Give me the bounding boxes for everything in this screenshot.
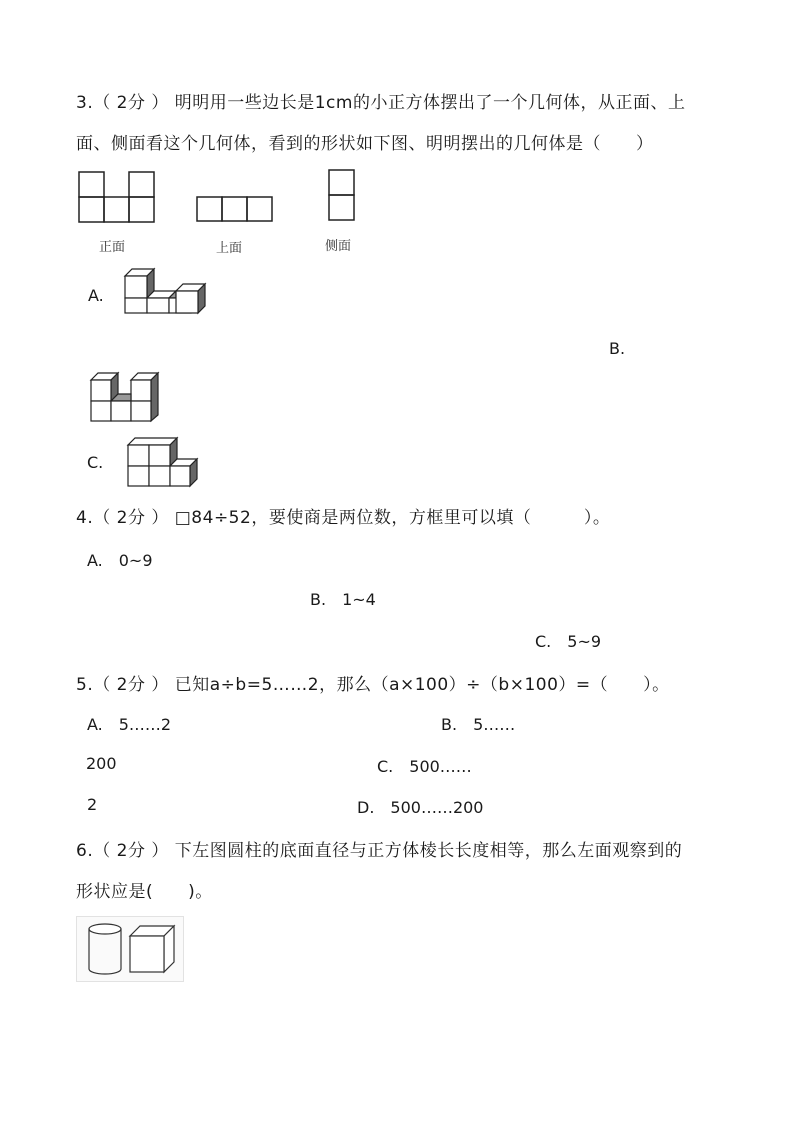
front-view-figure [78,171,158,225]
q4-stem: 4.（ 2分 ） □84÷52，要使商是两位数，方框里可以填（ ）。 [76,508,611,528]
top-view-figure [196,196,276,224]
q3-stem-line1: 3.（ 2分 ） 明明用一些边长是1cm的小正方体摆出了一个几何体，从正面、上 [76,93,686,113]
q3-option-c-label[interactable]: C. [87,453,104,472]
side-view-figure [328,169,356,223]
side-view-caption: 侧面 [325,239,352,254]
cylinder-cube-figure [76,916,184,982]
q3-option-a-figure [124,267,204,317]
q3-stem-line2: 面、侧面看这个几何体，看到的形状如下图、明明摆出的几何体是（ ） [76,134,654,154]
q3-option-a-label[interactable]: A. [88,286,104,305]
q5-option-b-line2: 200 [86,754,117,773]
q5-option-c-line1[interactable]: C. 500…… [377,757,472,776]
top-view-caption: 上面 [216,241,243,256]
q6-stem-line2: 形状应是( )。 [76,882,213,902]
q5-option-c-line2: 2 [87,795,98,814]
front-view-caption: 正面 [99,240,126,255]
q3-option-c-figure [127,437,199,487]
q4-option-b[interactable]: B. 1~4 [310,590,376,609]
q3-option-b-label[interactable]: B. [609,339,626,358]
cube-shape [130,926,174,972]
q5-stem: 5.（ 2分 ） 已知a÷b=5……2，那么（a×100）÷（b×100）=（ ）。 [76,675,670,695]
q6-stem-line1: 6.（ 2分 ） 下左图圆柱的底面直径与正方体棱长长度相等，那么左面观察到的 [76,841,683,861]
q4-option-a[interactable]: A. 0~9 [87,551,153,570]
q4-option-c[interactable]: C. 5~9 [535,632,602,651]
q5-option-a[interactable]: A. 5……2 [87,715,172,734]
q5-option-d[interactable]: D. 500……200 [357,798,484,817]
q3-option-b-figure [90,372,162,422]
q5-option-b-line1[interactable]: B. 5…… [441,715,516,734]
